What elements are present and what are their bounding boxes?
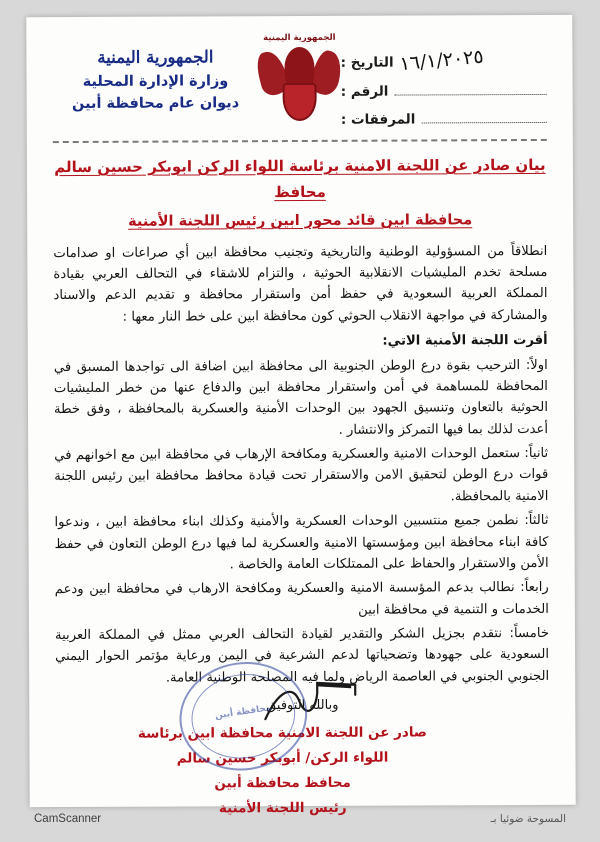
stamp-text: محافظة أبين [214,703,273,722]
signature-line-2: اللواء الركن/ أبوبكر حسين سالم [176,749,389,767]
closing-phrase: وبالله التوفيق [266,697,339,714]
signature-line-4: رئيس اللجنة الأمنية [218,799,347,817]
document-title: بيان صادر عن اللجنة الامنية برئاسة اللواء الركن ابوبكر حسين سالم محافظ [54,155,546,201]
eagle-shield-icon [283,82,317,120]
org-line-ministry: وزارة الإدارة المحلية [82,72,229,90]
official-stamp [179,662,307,771]
field-attachments-label: المرفقات : [340,111,416,128]
paragraph-decision-lead: أقرت اللجنة الأمنية الاتي: [382,333,548,349]
field-attachments-dots [421,110,546,124]
field-date-label: التاريخ : [340,54,394,71]
signature-line-3: محافظ محافظة أبين [214,774,351,792]
field-number [341,82,547,100]
document-body [53,241,549,690]
scanner-footer [0,806,600,832]
emblem-banner-text: الجمهورية اليمنية [263,32,336,44]
paper-sheet [26,15,575,817]
organization-block [52,26,258,115]
eagle-icon [258,44,340,122]
scanned-note: المسوحة ضوئيا بـ [490,813,566,825]
document-header [52,25,546,139]
document-meta-fields [340,25,546,139]
field-attachments [341,110,547,128]
field-date [340,45,547,76]
national-emblem-icon [258,34,341,130]
org-line-republic: الجمهورية اليمنية [97,47,214,67]
header-divider [53,139,547,143]
document-subtitle: محافظة ابين قائد محور ابين رئيس اللجنة الأمنية [128,212,473,230]
paragraph-intro: انطلاقاً من المسؤولية الوطنية والتاريخية وتجنيب محافظة ابين أي صراعات او صدامات مسلحة تخدم المليشيات الانقلابية الحوثية ، والتزام للاشقاء في التحالف العربي بقيادة المملكة العربية السعودية في حفظ أمن واستقرار محافظة و تقديم الدعم والاسناد والمشاركة في مواجهة الانقلاب الحوثي كون محافظة ابين على خط النار معها : [53,243,548,325]
paragraph-fourth: رابعاً: نطالب بدعم المؤسسة الامنية والعسكرية ومكافحة الارهاب في محافظة ابين ودعم الخدمات و التنمية في محافظة ابين [54,580,549,618]
paragraph-first: اولاً: الترحيب بقوة درع الوطن الجنوبية الى محافظة ابين اضافة الى تواجدها المسبق في المحافظة للمساهمة في أمن واستقرار محافظة ابين والدفاع عنها من خطر المليشيات الحوثية بالتعاون وتنسيق الجهود بين الوحدات الأمنية والعسكرية بالمحافظة ، وفق خطة أعدت لذلك بما فيها التمركز والانتشار . [53,357,549,438]
paragraph-third: ثالثاً: نطمن جميع منتسبين الوحدات العسكرية والأمنية وكذلك ابناء محافظة ابين ، وندعوا كافة ابناء محافظة ابين ومؤسستها الامنية والعسكرية لما فيها درع الوطن التعاون في حفظ الأمن والاستقرار والحفاظ على الممتلكات العامة والخاصة . [54,513,549,573]
org-line-governorate: ديوان عام محافظة أبين [71,95,240,113]
field-number-dots [394,82,546,96]
field-number-label: الرقم : [340,83,389,100]
signature-line-1: صادر عن اللجنة الامنية محافظة ابين برئاسة [137,724,427,742]
paragraph-fifth: خامساً: نتقدم بجزيل الشكر والتقدير لقيادة التحالف العربي ممثل في المملكة العربية السعودية على جهودها وتضحياتها لدعم الشرعية في اليمن ورعاية مؤتمر الحوار اليمني الجنوبي الجنوبي في العاصمة الرياض ولما فيه المصلحة الوطنية العامة. [54,625,550,686]
field-date-value: ١٦/١/٢٠٢٥ [398,45,485,76]
camscanner-watermark: CamScanner [34,813,102,825]
paragraph-second: ثانياً: ستعمل الوحدات الامنية والعسكرية ومكافحة الإرهاب في محافظة ابين مع اخوانهم في قوات درع الوطن لتحقيق الامن والاستقرار تحت قيادة محافظ محافظة ابين رئيس اللجنة الامنية بالمحافظة. [54,445,549,505]
